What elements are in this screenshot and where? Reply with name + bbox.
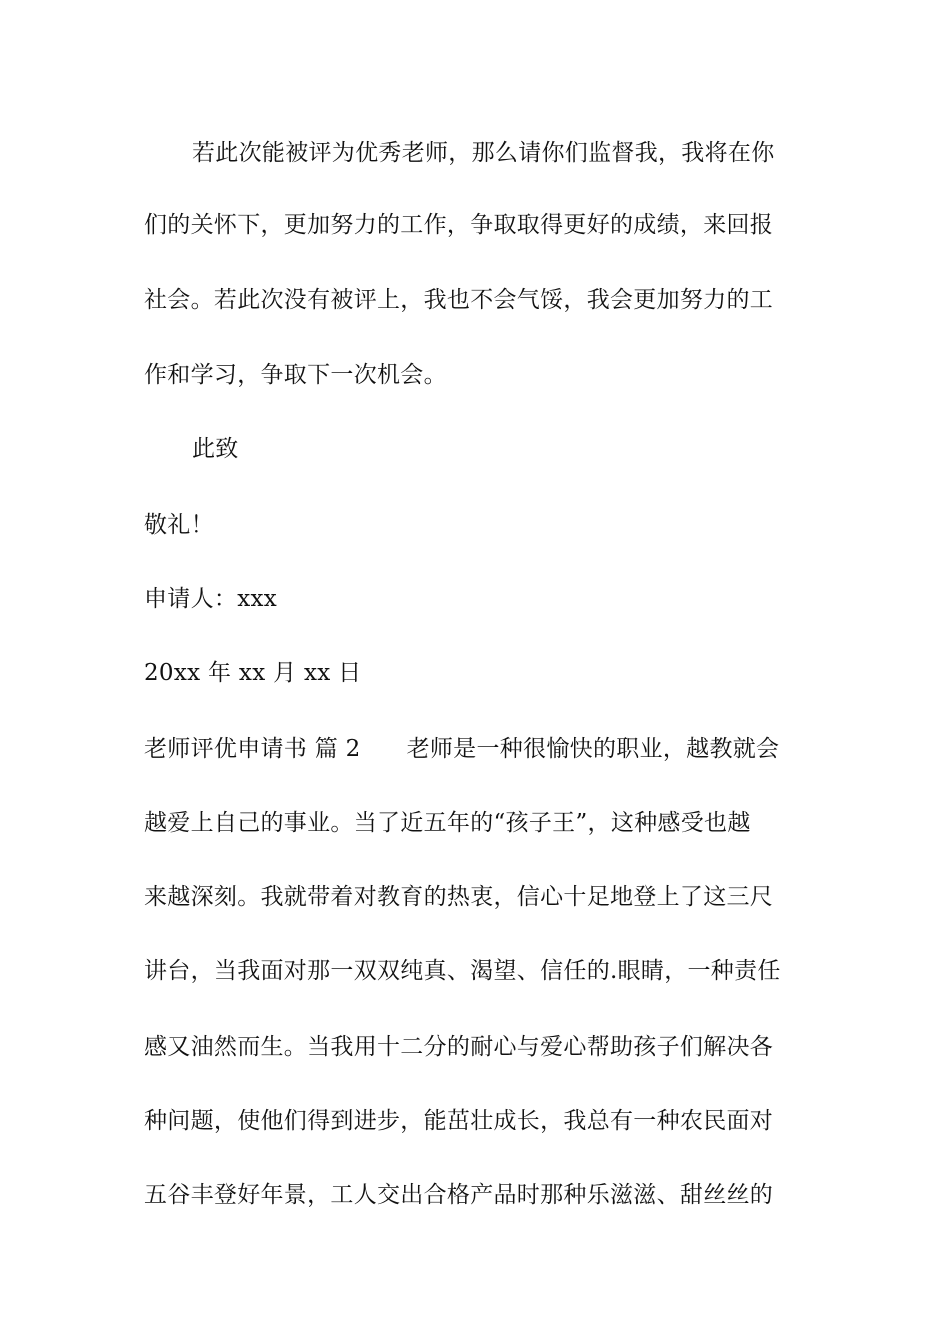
applicant-line: 申请人：xxx — [144, 586, 278, 612]
section-title: 老师评优申请书 篇 2 — [144, 736, 361, 762]
paragraph-line: 们的关怀下，更加努力的工作，争取取得更好的成绩，来回报 — [144, 212, 774, 238]
closing-respect: 敬礼！ — [144, 512, 214, 538]
section-title-line — [144, 734, 824, 764]
paragraph-line: 作和学习，争取下一次机会。 — [144, 362, 447, 388]
paragraph-line: 若此次能被评为优秀老师，那么请你们监督我，我将在你 — [192, 140, 775, 166]
date-line: 20xx 年 xx 月 xx 日 — [144, 660, 362, 686]
paragraph-line: 来越深刻。我就带着对教育的热衷，信心十足地登上了这三尺 — [144, 884, 774, 910]
paragraph-line: 越爱上自己的事业。当了近五年的“孩子王”，这种感受也越 — [144, 810, 751, 836]
paragraph-line: 感又油然而生。当我用十二分的耐心与爱心帮助孩子们解决各 — [144, 1034, 774, 1060]
paragraph-line: 种问题，使他们得到进步，能茁壮成长，我总有一种农民面对 — [144, 1108, 774, 1134]
paragraph-line: 讲台，当我面对那一双双纯真、渴望、信任的.眼睛，一种责任 — [144, 958, 781, 984]
paragraph-line: 五谷丰登好年景，工人交出合格产品时那种乐滋滋、甜丝丝的 — [144, 1182, 774, 1208]
paragraph-line: 社会。若此次没有被评上，我也不会气馁，我会更加努力的工 — [144, 287, 774, 313]
closing-salutation: 此致 — [192, 436, 239, 462]
paragraph-line: 老师是一种很愉快的职业，越教就会 — [406, 736, 780, 762]
